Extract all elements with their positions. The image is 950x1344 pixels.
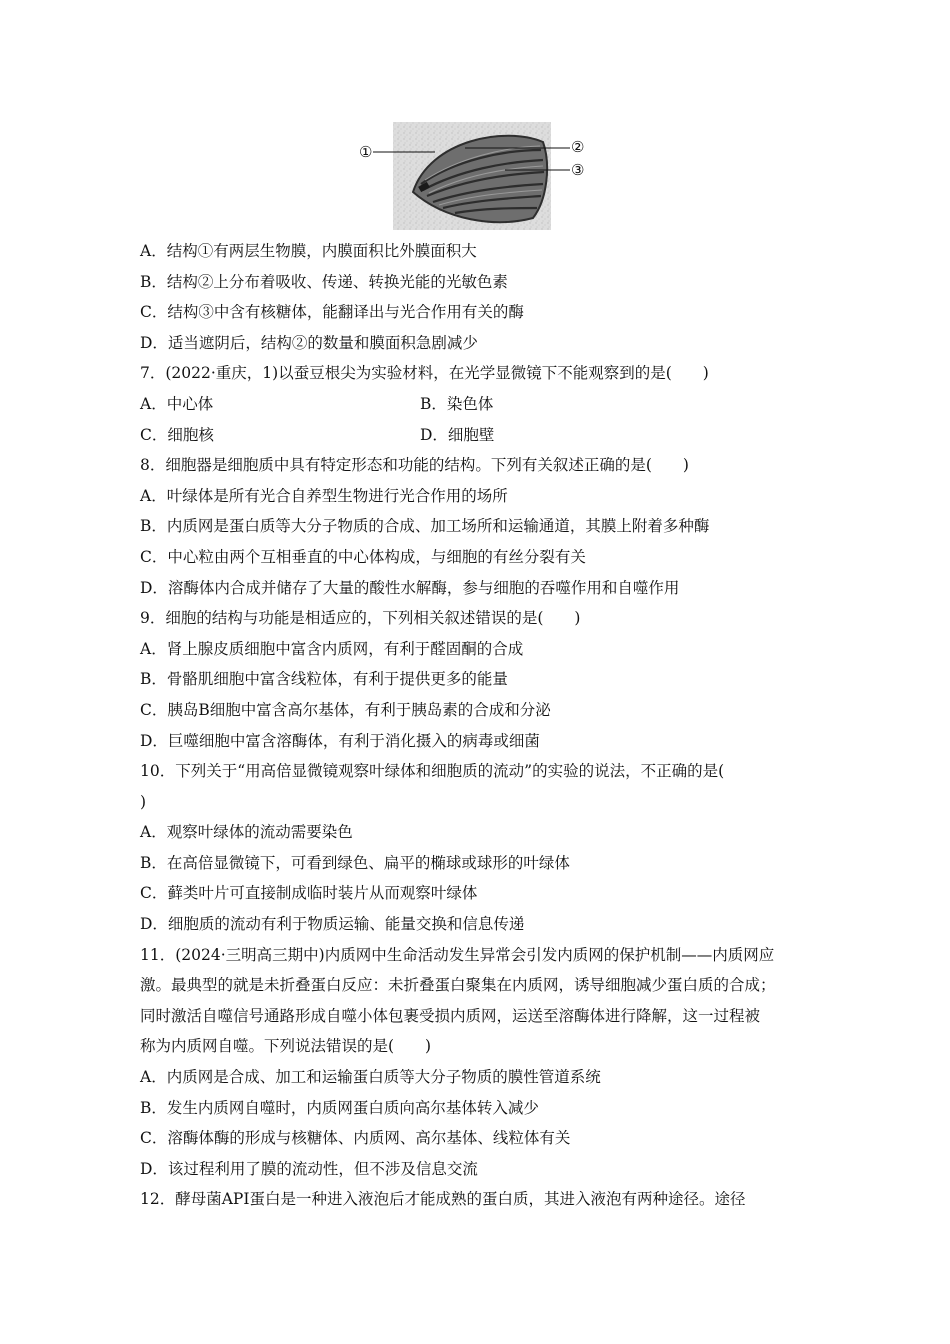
q7-options-row-1 <box>140 389 820 420</box>
q7-option-c: C．细胞核 <box>140 425 214 444</box>
q6-option-a: A．结构①有两层生物膜，内膜面积比外膜面积大 <box>140 242 477 260</box>
callout-2: ② <box>571 138 585 156</box>
q10-option-a: A．观察叶绿体的流动需要染色 <box>140 823 353 842</box>
q10-stem: 10．下列关于“用高倍显微镜观察叶绿体和细胞质的流动”的实验的说法，不正确的是( <box>140 762 725 781</box>
q9-option-b: B．骨骼肌细胞中富含线粒体，有利于提供更多的能量 <box>140 670 508 689</box>
q9-option-c: C．胰岛B细胞中富含高尔基体，有利于胰岛素的合成和分泌 <box>140 700 551 719</box>
q8-option-c: C．中心粒由两个互相垂直的中心体构成，与细胞的有丝分裂有关 <box>140 547 586 566</box>
q11-option-a: A．内质网是合成、加工和运输蛋白质等大分子物质的膜性管道系统 <box>140 1068 601 1087</box>
q9-stem: 9．细胞的结构与功能是相适应的，下列相关叙述错误的是( ) <box>140 609 581 628</box>
q11-option-d: D．该过程利用了膜的流动性，但不涉及信息交流 <box>140 1159 478 1178</box>
q6-option-b: B．结构②上分布着吸收、传递、转换光能的光敏色素 <box>140 272 508 291</box>
q8-stem: 8．细胞器是细胞质中具有特定形态和功能的结构。下列有关叙述正确的是( ) <box>140 456 689 475</box>
q11-stem-line-2: 激。最典型的就是未折叠蛋白反应：未折叠蛋白聚集在内质网，诱导细胞减少蛋白质的合成； <box>140 976 776 995</box>
callout-1: ① <box>359 143 373 161</box>
chloroplast-micrograph <box>355 120 595 232</box>
q7-option-d: D．细胞壁 <box>420 425 495 444</box>
chloroplast-figure <box>355 120 595 232</box>
q10-stem-end: ) <box>140 792 147 811</box>
q11-stem-line-4: 称为内质网自噬。下列说法错误的是( ) <box>140 1037 432 1056</box>
q9-option-d: D．巨噬细胞中富含溶酶体，有利于消化摄入的病毒或细菌 <box>140 731 540 750</box>
q7-option-b: B．染色体 <box>420 394 494 413</box>
q10-option-c: C．藓类叶片可直接制成临时装片从而观察叶绿体 <box>140 884 478 903</box>
q9-option-a: A．肾上腺皮质细胞中富含内质网，有利于醛固酮的合成 <box>140 639 524 658</box>
q7-options-row-2 <box>140 420 820 451</box>
q8-option-b: B．内质网是蛋白质等大分子物质的合成、加工场所和运输通道，其膜上附着多种酶 <box>140 517 710 536</box>
q8-option-a: A．叶绿体是所有光合自养型生物进行光合作用的场所 <box>140 486 508 505</box>
q10-option-b: B．在高倍显微镜下，可看到绿色、扁平的椭球或球形的叶绿体 <box>140 853 570 872</box>
q8-option-d: D．溶酶体内合成并储存了大量的酸性水解酶，参与细胞的吞噬作用和自噬作用 <box>140 578 680 597</box>
callout-3: ③ <box>571 161 585 179</box>
q12-stem: 12．酵母菌API蛋白是一种进入液泡后才能成熟的蛋白质，其进入液泡有两种途径。途径 <box>140 1190 746 1209</box>
q11-stem-line-3: 同时激活自噬信号通路形成自噬小体包裹受损内质网，运送至溶酶体进行降解，这一过程被 <box>140 1006 761 1025</box>
q11-option-c: C．溶酶体酶的形成与核糖体、内质网、高尔基体、线粒体有关 <box>140 1129 571 1148</box>
q10-option-d: D．细胞质的流动有利于物质运输、能量交换和信息传递 <box>140 915 525 934</box>
q6-option-c: C．结构③中含有核糖体，能翻译出与光合作用有关的酶 <box>140 303 524 322</box>
q7-stem: 7．(2022·重庆，1)以蚕豆根尖为实验材料，在光学显微镜下不能观察到的是( ) <box>140 364 709 383</box>
question-content <box>140 236 820 1215</box>
q11-option-b: B．发生内质网自噬时，内质网蛋白质向高尔基体转入减少 <box>140 1098 539 1117</box>
q6-option-d: D．适当遮阴后，结构②的数量和膜面积急剧减少 <box>140 333 478 352</box>
q7-option-a: A．中心体 <box>140 394 214 413</box>
q11-stem-line-1: 11．(2024·三明高三期中)内质网中生命活动发生异常会引发内质网的保护机制——内质网应 <box>140 945 775 964</box>
